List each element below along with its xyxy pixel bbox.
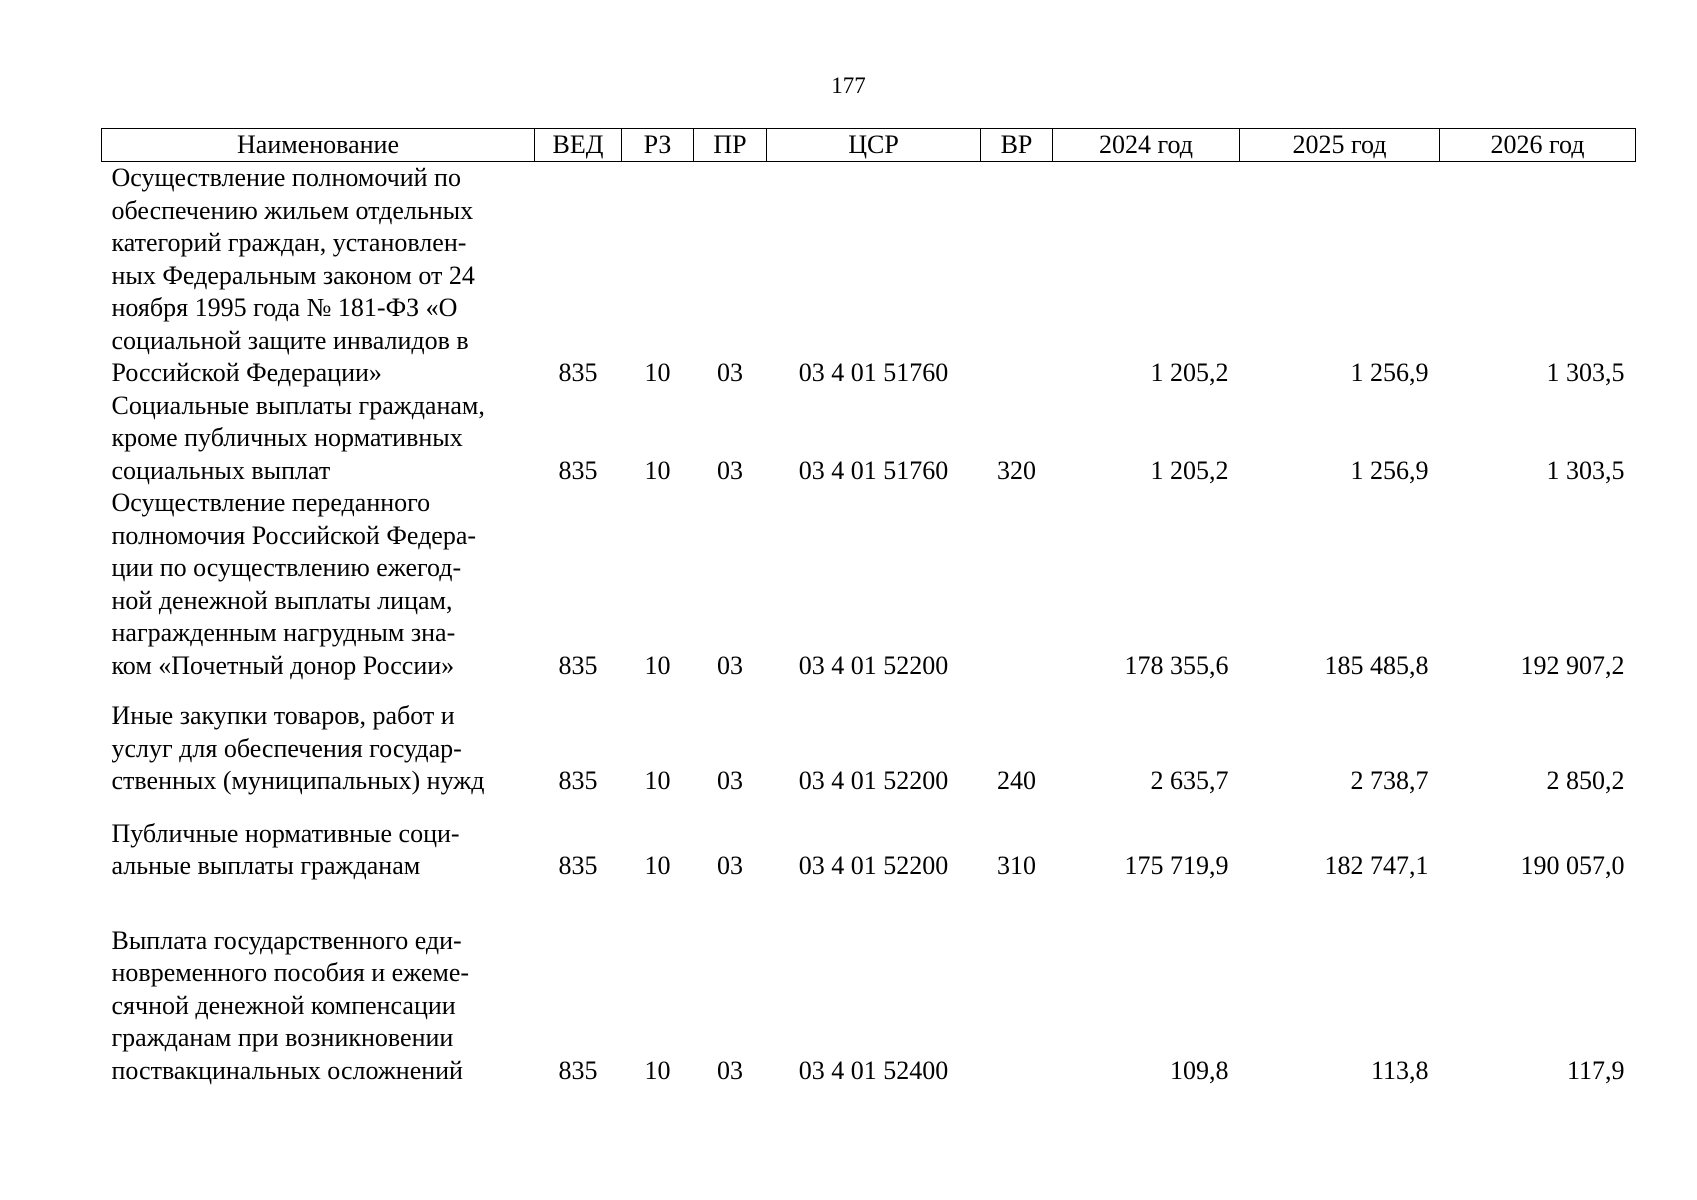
row-rz: 10 — [644, 1055, 671, 1085]
row-spacer — [102, 682, 1636, 700]
row-2026: 192 907,2 — [1520, 650, 1625, 680]
header-vr: ВР — [981, 129, 1053, 162]
row-2025: 1 256,9 — [1350, 455, 1429, 485]
header-name: Наименование — [102, 129, 535, 162]
table-row — [102, 162, 1636, 390]
row-2025: 185 485,8 — [1324, 650, 1429, 680]
row-spacer — [102, 883, 1636, 925]
row-csr: 03 4 01 51760 — [798, 455, 949, 485]
row-pr: 03 — [717, 851, 743, 880]
table-row — [102, 390, 1636, 488]
row-csr: 03 4 01 52200 — [798, 650, 949, 680]
row-vr: 320 — [997, 455, 1036, 485]
row-vr — [981, 162, 1053, 390]
header-2024: 2024 год — [1053, 129, 1240, 162]
row-pr: 03 — [717, 650, 743, 680]
row-ved: 835 — [558, 455, 598, 485]
budget-table — [101, 128, 1636, 1087]
row-2024: 109,8 — [1170, 1055, 1229, 1085]
row-2025: 182 747,1 — [1324, 851, 1429, 880]
table-row — [102, 700, 1636, 798]
header-pr: ПР — [694, 129, 767, 162]
row-name: Социальные выплаты гражданам, кроме публичных нормативных социальных выплат — [111, 390, 485, 485]
row-csr: 03 4 01 52200 — [798, 851, 949, 880]
row-vr — [981, 487, 1053, 682]
table-header-row — [102, 129, 1636, 162]
row-spacer — [102, 798, 1636, 818]
row-2026: 117,9 — [1566, 1055, 1625, 1085]
table-row — [102, 925, 1636, 1088]
row-pr: 03 — [717, 1055, 743, 1085]
row-name: Иные закупки товаров, работ и услуг для обеспечения государ- ственных (муниципальных) нужд — [111, 701, 485, 795]
row-ved: 835 — [558, 851, 598, 880]
row-rz: 10 — [644, 650, 671, 680]
row-2026: 2 850,2 — [1546, 766, 1625, 795]
row-2024: 1 205,2 — [1150, 358, 1229, 387]
row-vr: 240 — [997, 766, 1036, 795]
row-2026: 1 303,5 — [1546, 455, 1625, 485]
row-ved: 835 — [558, 1055, 598, 1085]
row-rz: 10 — [644, 358, 671, 387]
row-ved: 835 — [558, 358, 598, 387]
header-rz: РЗ — [622, 129, 694, 162]
table-row — [102, 487, 1636, 682]
row-2024: 178 355,6 — [1124, 650, 1229, 680]
row-2025: 1 256,9 — [1350, 358, 1429, 387]
row-vr — [981, 925, 1053, 1088]
row-2026: 190 057,0 — [1520, 851, 1625, 880]
row-rz: 10 — [644, 455, 671, 485]
header-ved: ВЕД — [535, 129, 622, 162]
row-vr: 310 — [997, 851, 1036, 880]
row-name: Выплата государственного еди- новременного пособия и ежеме- сячной денежной компенсации гражданам при возникновении поствакцинальных осложнений — [111, 925, 470, 1085]
row-2025: 113,8 — [1370, 1055, 1429, 1085]
header-2025: 2025 год — [1240, 129, 1440, 162]
row-rz: 10 — [644, 766, 671, 795]
row-csr: 03 4 01 51760 — [798, 358, 949, 387]
page-number: 177 — [831, 73, 866, 98]
row-pr: 03 — [717, 455, 743, 485]
row-ved: 835 — [558, 766, 598, 795]
row-ved: 835 — [558, 650, 598, 680]
row-csr: 03 4 01 52400 — [798, 1055, 949, 1085]
row-2024: 2 635,7 — [1150, 766, 1229, 795]
row-2024: 175 719,9 — [1124, 851, 1229, 880]
row-pr: 03 — [717, 358, 743, 387]
row-csr: 03 4 01 52200 — [798, 766, 949, 795]
row-name: Публичные нормативные соци- альные выплаты гражданам — [111, 818, 460, 880]
row-rz: 10 — [644, 851, 671, 880]
table-row — [102, 818, 1636, 883]
header-2026: 2026 год — [1440, 129, 1636, 162]
header-csr: ЦСР — [767, 129, 981, 162]
row-name: Осуществление полномочий по обеспечению жильем отдельных категорий граждан, установлен- ных Федеральным законом от 24 ноября 1995 года № 181-ФЗ «О социальной защите инвалидов в Российской Федерации» — [111, 163, 475, 387]
row-2026: 1 303,5 — [1546, 358, 1625, 387]
row-2025: 2 738,7 — [1350, 766, 1429, 795]
row-name: Осуществление переданного полномочия Российской Федера- ции по осуществлению ежегод- ной денежной выплаты лицам, награжденным нагрудным зна- ком «Почетный донор России» — [111, 488, 477, 680]
row-pr: 03 — [717, 766, 743, 795]
row-2024: 1 205,2 — [1150, 455, 1229, 485]
